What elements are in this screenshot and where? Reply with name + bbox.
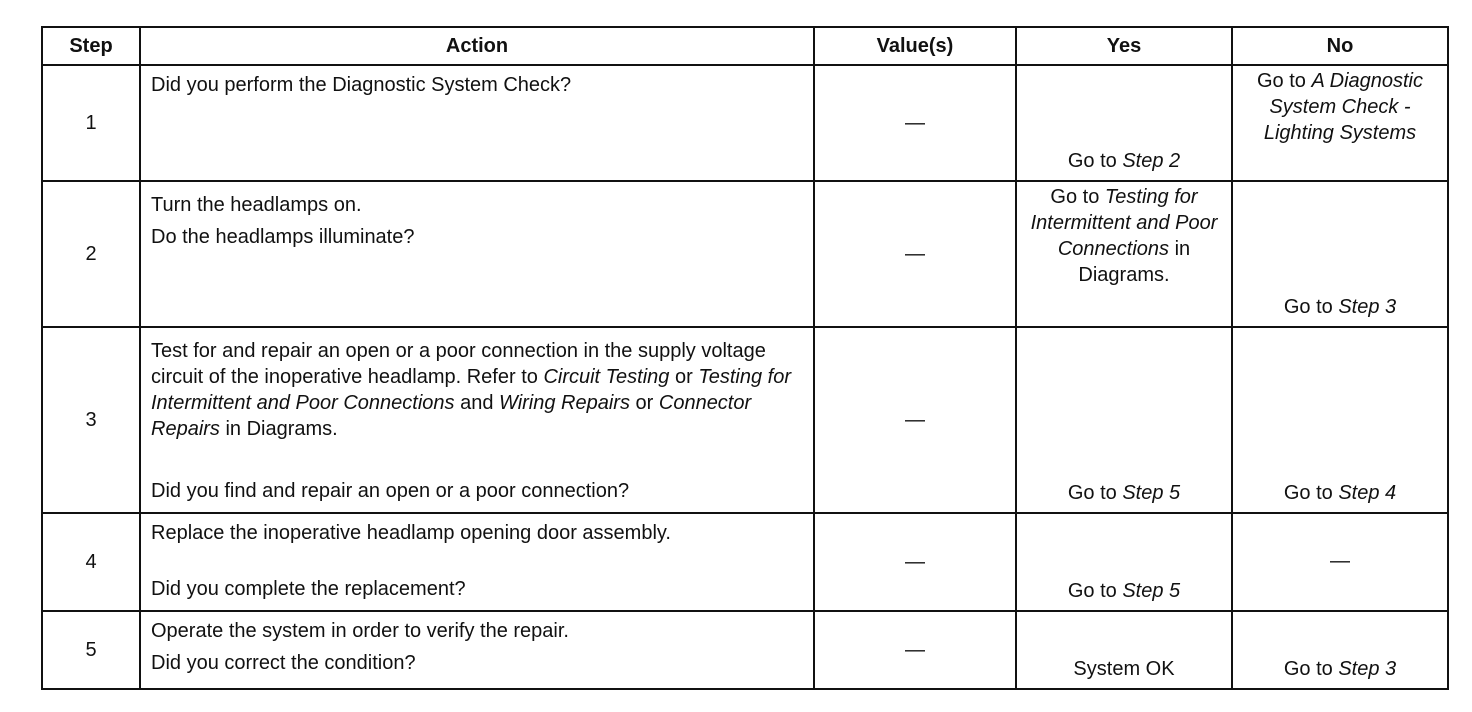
no-link[interactable]: A Diagnostic System Check - Lighting Systems (1263, 70, 1424, 144)
ref-connector-repairs[interactable]: Connector Repairs (151, 392, 752, 440)
action-cell (140, 65, 814, 181)
no-prefix: Go to (1283, 482, 1339, 504)
table-row-step-5 (42, 611, 1448, 689)
yes-cell[interactable] (1016, 181, 1232, 327)
value-cell: — (814, 513, 1016, 611)
action-text: Replace the inoperative headlamp opening door assembly. (151, 522, 671, 544)
action-cell (140, 327, 814, 513)
yes-link[interactable]: Step 2 (1122, 150, 1181, 172)
action-text: Turn the headlamps on. (151, 194, 362, 216)
no-prefix: Go to (1283, 658, 1339, 680)
no-cell[interactable] (1232, 611, 1448, 689)
ref-circuit-testing[interactable]: Circuit Testing (543, 366, 670, 388)
table-row-step-2 (42, 181, 1448, 327)
action-question: Did you correct the condition? (151, 652, 416, 674)
ref-wiring-repairs[interactable]: Wiring Repairs (499, 392, 630, 414)
action-cell (140, 181, 814, 327)
no-cell[interactable] (1232, 181, 1448, 327)
header-yes: Yes (1016, 27, 1232, 65)
value-cell: — (814, 611, 1016, 689)
no-link[interactable]: Step 3 (1338, 658, 1397, 680)
table-row-step-4 (42, 513, 1448, 611)
yes-link[interactable]: Testing for Intermittent and Poor Connections (1030, 186, 1218, 260)
diagnostic-table (41, 26, 1449, 690)
action-cell (140, 611, 814, 689)
header-step: Step (42, 27, 140, 65)
header-no: No (1232, 27, 1448, 65)
no-link[interactable]: Step 4 (1338, 482, 1397, 504)
yes-suffix: in Diagrams. (1078, 238, 1191, 286)
no-prefix: Go to (1283, 296, 1339, 318)
yes-prefix: Go to (1067, 482, 1123, 504)
yes-prefix: Go to (1067, 150, 1123, 172)
no-cell[interactable] (1232, 65, 1448, 181)
header-action: Action (140, 27, 814, 65)
action-text-5: in Diagrams. (219, 418, 338, 440)
table-row-step-3 (42, 327, 1448, 513)
action-text-3: and (454, 392, 499, 414)
action-text-2: or (669, 366, 699, 388)
step-number: 2 (42, 181, 140, 327)
value-cell: — (814, 181, 1016, 327)
value-cell: — (814, 327, 1016, 513)
no-value: — (1330, 550, 1350, 572)
yes-cell[interactable] (1016, 65, 1232, 181)
yes-cell (1016, 611, 1232, 689)
header-row (42, 27, 1448, 65)
yes-result: System OK (1073, 658, 1175, 680)
step-number: 1 (42, 65, 140, 181)
action-question: Did you find and repair an open or a poor connection? (151, 480, 630, 502)
action-question: Did you complete the replacement? (151, 578, 466, 600)
step-number: 3 (42, 327, 140, 513)
step-number: 4 (42, 513, 140, 611)
header-values: Value(s) (814, 27, 1016, 65)
action-text (151, 338, 803, 442)
yes-link[interactable]: Step 5 (1122, 482, 1181, 504)
action-text: Did you perform the Diagnostic System Check? (151, 74, 572, 96)
action-text-4: or (629, 392, 659, 414)
no-cell (1232, 513, 1448, 611)
no-link[interactable]: Step 3 (1338, 296, 1397, 318)
value-cell: — (814, 65, 1016, 181)
yes-prefix: Go to (1067, 580, 1123, 602)
action-text-1: Test for and repair an open or a poor connection in the supply voltage circuit of the inoperative headlamp. Refer to (151, 340, 766, 388)
ref-testing-intermittent[interactable]: Testing for Intermittent and Poor Connections (151, 366, 791, 414)
no-prefix: Go to (1256, 70, 1312, 92)
yes-link[interactable]: Step 5 (1122, 580, 1181, 602)
step-number: 5 (42, 611, 140, 689)
action-cell (140, 513, 814, 611)
yes-cell[interactable] (1016, 513, 1232, 611)
action-question: Do the headlamps illuminate? (151, 226, 415, 248)
table-row-step-1 (42, 65, 1448, 181)
no-cell[interactable] (1232, 327, 1448, 513)
yes-prefix: Go to (1050, 186, 1105, 208)
action-text: Operate the system in order to verify the repair. (151, 620, 569, 642)
yes-cell[interactable] (1016, 327, 1232, 513)
